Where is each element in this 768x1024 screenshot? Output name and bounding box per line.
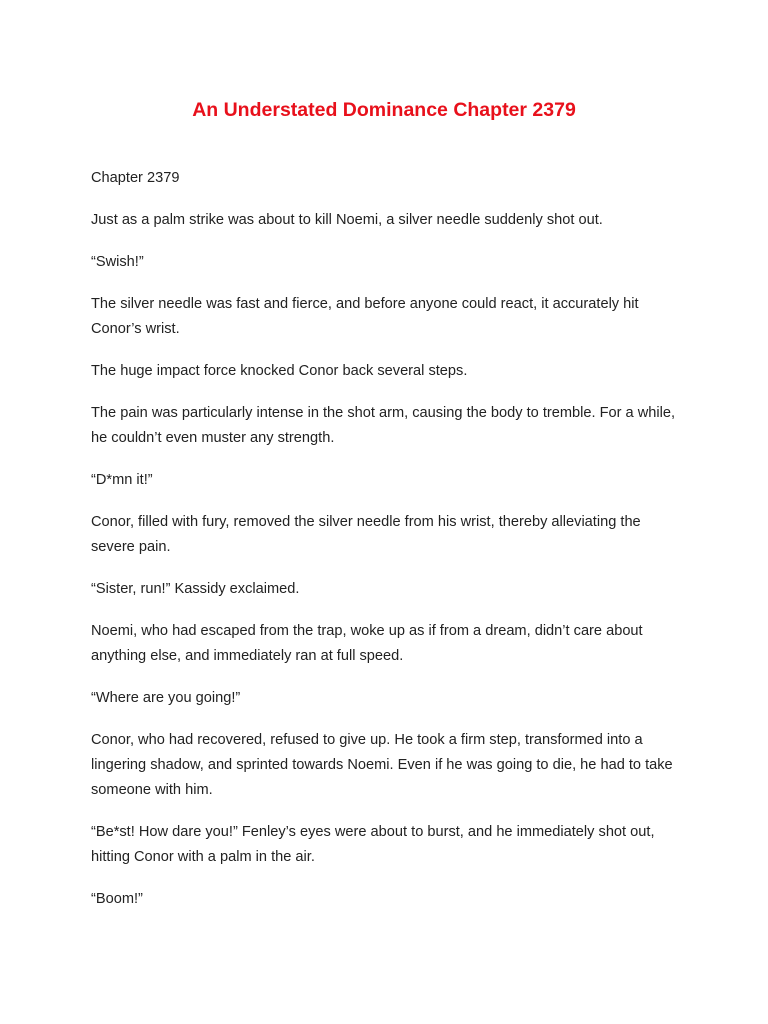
paragraph: Just as a palm strike was about to kill Noemi, a silver needle suddenly shot out. xyxy=(91,212,603,228)
paragraph-dialogue: “Where are you going!” xyxy=(91,690,241,706)
paragraph-dialogue: “D*mn it!” xyxy=(91,472,153,488)
paragraph: Noemi, who had escaped from the trap, woke up as if from a dream, didn’t care about anything else, and immediately ran at full speed. xyxy=(91,623,643,664)
paragraph: The silver needle was fast and fierce, and before anyone could react, it accurately hit Conor’s wrist. xyxy=(91,296,639,337)
paragraph: The pain was particularly intense in the shot arm, causing the body to tremble. For a while, he couldn’t even muster any strength. xyxy=(91,405,676,446)
document-title: An Understated Dominance Chapter 2379 xyxy=(192,99,576,121)
chapter-body xyxy=(91,166,681,929)
paragraph-dialogue: “Sister, run!” Kassidy exclaimed. xyxy=(91,581,300,597)
paragraph: The huge impact force knocked Conor back several steps. xyxy=(91,363,468,379)
paragraph: Conor, filled with fury, removed the silver needle from his wrist, thereby alleviating the severe pain. xyxy=(91,514,641,555)
paragraph: Conor, who had recovered, refused to give up. He took a firm step, transformed into a lingering shadow, and sprinted towards Noemi. Even if he was going to die, he had to take someone with him. xyxy=(91,732,673,798)
paragraph-chapter-heading: Chapter 2379 xyxy=(91,170,180,186)
paragraph-dialogue: “Boom!” xyxy=(91,891,143,907)
paragraph-dialogue: “Be*st! How dare you!” Fenley’s eyes were about to burst, and he immediately shot out, hitting Conor with a palm in the air. xyxy=(91,824,655,865)
paragraph-dialogue: “Swish!” xyxy=(91,254,144,270)
